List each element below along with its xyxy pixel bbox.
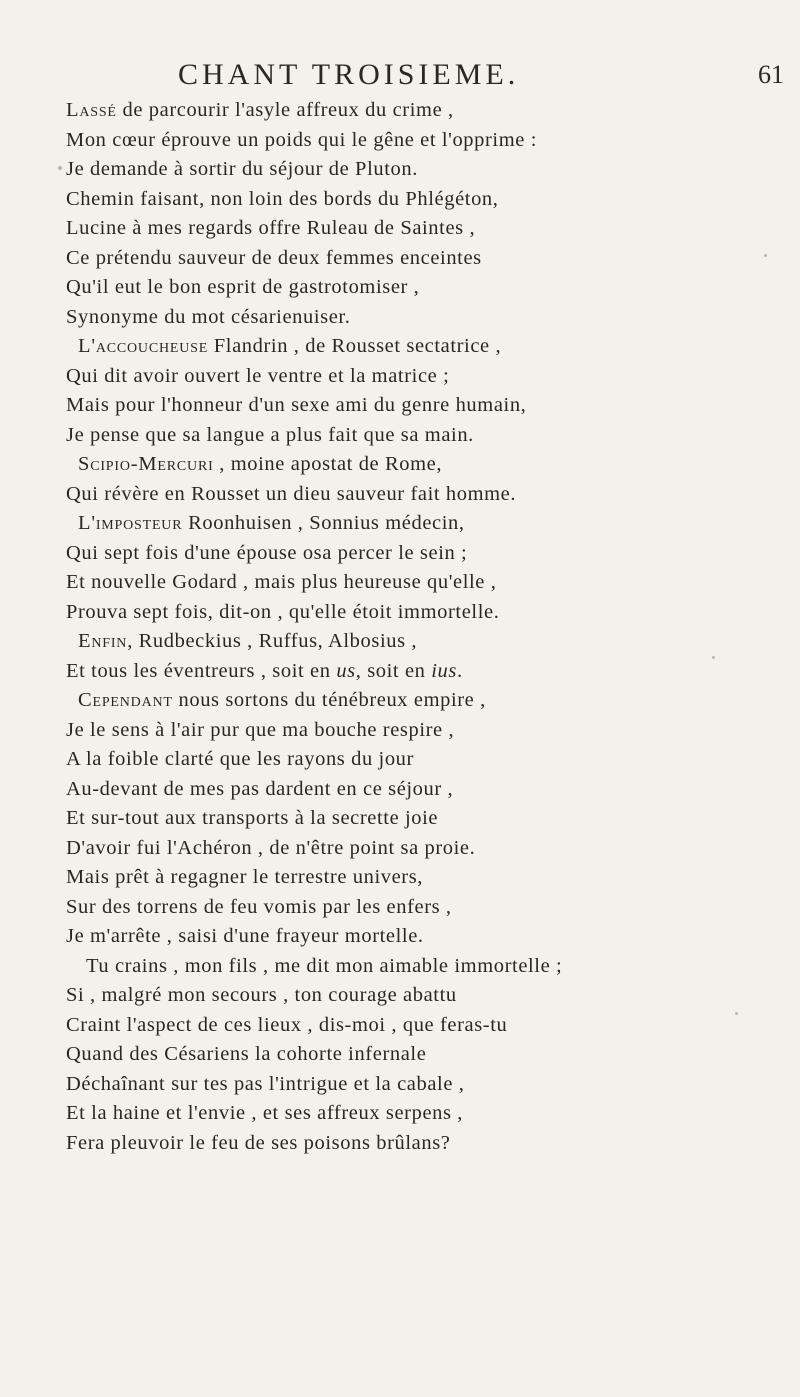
verse-line — [0, 391, 800, 421]
verse-text: Craint l'aspect de ces lieux , dis-moi , que feras-tu — [66, 1013, 508, 1036]
verse-text: Chemin faisant, non loin des bords du Phlégéton, — [66, 187, 499, 210]
verse-text: , moine apostat de Rome, — [213, 453, 443, 475]
verse-text: , soit en — [355, 659, 432, 682]
verse-line — [0, 952, 800, 982]
verse-line — [0, 480, 800, 510]
verse-line — [0, 1129, 800, 1159]
verse-lead: Lassé — [66, 99, 117, 121]
verse-text: nous sortons du ténébreux empire , — [172, 689, 486, 711]
verse-line — [0, 922, 800, 952]
verse-lead: L'accoucheuse — [78, 335, 209, 357]
verse-line — [0, 834, 800, 864]
verse-line — [0, 155, 800, 185]
verse-text: , Rudbeckius , Ruffus, Albosius , — [127, 630, 418, 652]
verse-line — [0, 716, 800, 746]
verse-text: Et nouvelle Godard , mais plus heureuse qu'elle , — [66, 571, 497, 593]
verse-line — [0, 686, 800, 716]
verse-line — [0, 1099, 800, 1129]
running-head — [0, 58, 800, 98]
verse-line — [0, 1011, 800, 1041]
verse-line — [0, 509, 800, 539]
verse-text: Déchaînant sur tes pas l'intrigue et la cabale , — [66, 1072, 465, 1095]
verse-line — [0, 273, 800, 303]
verse-line — [0, 627, 800, 657]
verse-line — [0, 745, 800, 775]
verse-line — [0, 568, 800, 598]
verse-text: Qui révère en Rousset un dieu sauveur fait homme. — [66, 482, 517, 505]
verse-text: Ce prétendu sauveur de deux femmes enceintes — [66, 246, 482, 269]
verse-lead: Cependant — [78, 689, 173, 711]
verse-line — [0, 126, 800, 156]
verse-line — [0, 893, 800, 923]
verse-text: Et tous les éventreurs , soit en — [66, 659, 337, 682]
verse-line — [0, 332, 800, 362]
verse-text: . — [456, 659, 463, 682]
verse-italic: us — [336, 659, 356, 682]
verse-text: Synonyme du mot césarienuiser. — [66, 305, 351, 328]
verse-text: Et la haine et l'envie , et ses affreux serpens , — [66, 1102, 464, 1124]
chapter-title: CHANT TROISIEME. — [178, 58, 520, 91]
page-number: 61 — [758, 60, 784, 89]
verse-block — [0, 96, 800, 1158]
verse-line — [0, 362, 800, 392]
verse-line — [0, 1040, 800, 1070]
verse-text: Tu crains , mon fils , me dit mon aimable immortelle ; — [86, 954, 563, 977]
verse-italic: ius — [431, 659, 457, 682]
verse-text: Quand des Césariens la cohorte infernale — [66, 1043, 427, 1065]
verse-line — [0, 96, 800, 126]
verse-text: Qui dit avoir ouvert le ventre et la matrice ; — [66, 364, 450, 387]
verse-text: de parcourir l'asyle affreux du crime , — [116, 99, 454, 121]
verse-line — [0, 598, 800, 628]
verse-text: Au-devant de mes pas dardent en ce séjour , — [66, 777, 454, 800]
verse-text: Et sur-tout aux transports à la secrette joie — [66, 807, 439, 829]
verse-text: Mais pour l'honneur d'un sexe ami du genre humain, — [66, 394, 527, 416]
verse-text: Flandrin , de Rousset sectatrice , — [208, 335, 502, 357]
verse-line — [0, 450, 800, 480]
verse-text: Qui sept fois d'une épouse osa percer le sein ; — [66, 541, 468, 564]
verse-lead: Enfin — [78, 630, 128, 652]
paper-speck — [712, 656, 715, 659]
verse-text: Je pense que sa langue a plus fait que sa main. — [66, 423, 474, 446]
verse-text: Fera pleuvoir le feu de ses poisons brûlans? — [66, 1131, 451, 1154]
verse-line — [0, 214, 800, 244]
verse-line — [0, 421, 800, 451]
verse-lead: L'imposteur — [78, 512, 183, 534]
paper-speck — [735, 1012, 738, 1015]
verse-text: Lucine à mes regards offre Ruleau de Saintes , — [66, 217, 476, 239]
verse-text: Qu'il eut le bon esprit de gastrotomiser , — [66, 276, 420, 298]
verse-lead: Scipio-Mercuri — [78, 453, 214, 475]
verse-line — [0, 863, 800, 893]
verse-line — [0, 657, 800, 687]
verse-text: Si , malgré mon secours , ton courage abattu — [66, 984, 457, 1006]
verse-line — [0, 303, 800, 333]
verse-line — [0, 185, 800, 215]
verse-text: Roonhuisen , Sonnius médecin, — [182, 512, 465, 534]
verse-line — [0, 775, 800, 805]
verse-text: Je demande à sortir du séjour de Pluton. — [66, 158, 418, 180]
paper-speck — [58, 166, 62, 170]
verse-line — [0, 981, 800, 1011]
verse-text: A la foible clarté que les rayons du jour — [66, 748, 414, 770]
verse-text: Prouva sept fois, dit-on , qu'elle étoit immortelle. — [66, 600, 500, 623]
paper-speck — [764, 254, 767, 257]
verse-text: Mon cœur éprouve un poids qui le gêne et l'opprime : — [66, 128, 537, 151]
verse-line — [0, 804, 800, 834]
verse-line — [0, 244, 800, 274]
verse-text: Je m'arrête , saisi d'une frayeur mortelle. — [66, 925, 424, 947]
verse-text: D'avoir fui l'Achéron , de n'être point sa proie. — [66, 836, 476, 859]
verse-line — [0, 539, 800, 569]
verse-text: Mais prêt à regagner le terrestre univers, — [66, 866, 424, 888]
verse-text: Sur des torrens de feu vomis par les enfers , — [66, 895, 452, 918]
verse-text: Je le sens à l'air pur que ma bouche respire , — [66, 718, 455, 741]
verse-line — [0, 1070, 800, 1100]
